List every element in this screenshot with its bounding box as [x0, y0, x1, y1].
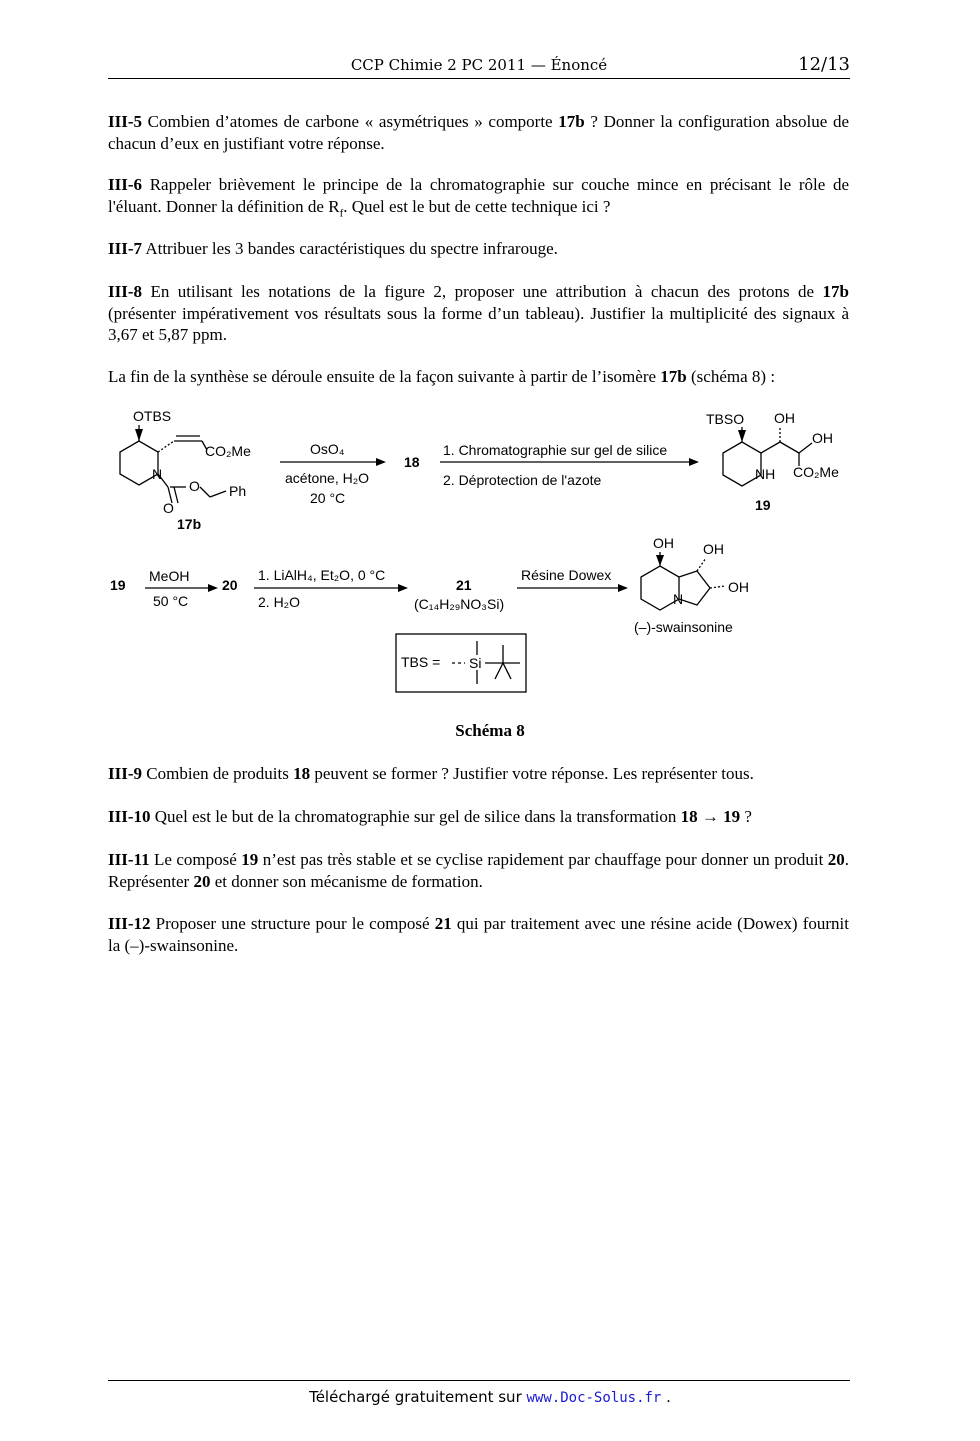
conditions-solvent: acétone, H₂O — [285, 470, 370, 486]
compound-ref: 18 — [293, 764, 311, 783]
label-co2me: CO₂Me — [205, 443, 251, 459]
question-text: peuvent se former ? Justifier votre réponse. Les représenter tous. — [310, 764, 754, 783]
question-text: . Représenter — [108, 850, 849, 891]
footer-link[interactable]: www.Doc-Solus.fr — [526, 1390, 662, 1406]
question-text: qui par traitement avec une résine acide (Dowex) fournit la (–)-swainsonine. — [108, 914, 849, 955]
compound-ref: 17b — [558, 112, 585, 131]
label-oh: OH — [728, 579, 749, 595]
label-tbso: TBSO — [706, 411, 745, 427]
question-III-12 — [108, 913, 849, 956]
label-o: O — [163, 500, 174, 516]
step-chromatography: 1. Chromatographie sur gel de silice — [443, 442, 668, 458]
question-III-11 — [108, 849, 849, 892]
formula-21: (C₁₄H₂₉NO₃Si) — [414, 596, 505, 612]
footer-text: Téléchargé gratuitement sur — [309, 1388, 527, 1406]
subscript: f — [339, 206, 344, 219]
question-number: III-8 — [108, 282, 143, 301]
compound-ref: 17b — [660, 367, 687, 386]
reagent-lialh4: 1. LiAlH₄, Et₂O, 0 °C — [258, 567, 386, 583]
conditions-temp: 20 °C — [310, 490, 346, 506]
step-deprotection: 2. Déprotection de l'azote — [443, 472, 602, 488]
label-si: Si — [469, 655, 482, 671]
question-text: Quel est le but de la chromatographie sur gel de silice dans la transformation — [150, 807, 681, 826]
question-text: Combien de produits — [142, 764, 294, 783]
question-number: III-10 — [108, 807, 151, 826]
compound-ref: 19 — [723, 807, 741, 826]
arrow-symbol: → — [697, 807, 724, 826]
label-n: N — [152, 466, 163, 482]
ring-swainsonine-5 — [679, 571, 710, 605]
question-number: III-9 — [108, 764, 143, 783]
reagent-oso4: OsO₄ — [310, 441, 345, 457]
question-number: III-11 — [108, 850, 150, 869]
reagent-dowex: Résine Dowex — [521, 567, 612, 583]
question-number: III-5 — [108, 112, 143, 131]
compound-ref: 20 — [827, 850, 845, 869]
compound-ref: 20 — [193, 871, 211, 891]
reagent-h2o: 2. H₂O — [258, 594, 300, 610]
compound-20: 20 — [222, 577, 238, 593]
reaction-scheme — [0, 0, 980, 720]
reagent-meoh: MeOH — [149, 568, 190, 584]
compound-ref: 19 — [241, 850, 259, 869]
label-n: N — [673, 591, 684, 607]
label-o: O — [189, 478, 200, 494]
compound-swainsonine: (–)-swainsonine — [634, 619, 733, 635]
compound-19: 19 — [110, 577, 126, 593]
question-text: n’est pas très stable et se cyclise rapidement par chauffage pour donner un produit — [258, 850, 828, 869]
label-oh: OH — [774, 410, 795, 426]
label-ph: Ph — [229, 483, 247, 499]
question-text: . Quel est le but de cette technique ici ? — [343, 196, 611, 216]
scheme-caption: Schéma 8 — [455, 721, 525, 740]
label-oh: OH — [812, 430, 833, 446]
label-co2me: CO₂Me — [793, 464, 839, 480]
question-text: (présenter impérativement vos résultats sous la forme d’un tableau). Justifier la multiplicité des signaux à 3,67 et 5,87 ppm. — [108, 303, 849, 344]
tbs-label: TBS = — [401, 654, 441, 670]
question-number: III-6 — [108, 175, 143, 194]
compound-18: 18 — [404, 454, 420, 470]
label-oh: OH — [653, 535, 674, 551]
question-III-10 — [108, 806, 849, 828]
question-text: Attribuer les 3 bandes caractéristiques du spectre infrarouge. — [142, 239, 558, 258]
compound-17b: 17b — [177, 516, 202, 532]
conditions-temp: 50 °C — [153, 593, 189, 609]
question-text: Rappeler brièvement le principe de la chromatographie sur couche mince en précisant le rôle de l'éluant. Donner la définition de R — [108, 175, 849, 216]
question-text: Combien d’atomes de carbone « asymétriques » comporte — [142, 112, 559, 131]
question-text: En utilisant les notations de la figure 2, proposer une attribution à chacun des protons de — [142, 282, 823, 301]
question-text: Le composé — [149, 850, 242, 869]
compound-21: 21 — [456, 577, 472, 593]
header-title: CCP Chimie 2 PC 2011 — Énoncé — [350, 56, 608, 74]
question-III-9 — [108, 763, 849, 785]
question-number: III-12 — [108, 914, 151, 933]
compound-ref: 21 — [434, 914, 452, 933]
label-otbs: OTBS — [133, 408, 172, 424]
page-number: 12/13 — [798, 54, 850, 75]
intro-text: La fin de la synthèse se déroule ensuite de la façon suivante à partir de l’isomère — [108, 367, 661, 386]
question-text: ? Donner la configuration absolue de chacun d’eux en justifiant votre réponse. — [108, 112, 849, 153]
page-footer — [0, 1388, 980, 1406]
compound-19: 19 — [755, 497, 771, 513]
footer-rule — [108, 1380, 850, 1381]
label-nh: NH — [755, 466, 776, 482]
intro-text: (schéma 8) : — [686, 367, 776, 386]
compound-ref: 17b — [822, 282, 849, 301]
footer-text: . — [661, 1388, 671, 1406]
question-text: ? — [740, 807, 752, 826]
label-oh: OH — [703, 541, 724, 557]
compound-ref: 18 — [680, 807, 698, 826]
question-text: Proposer une structure pour le composé — [150, 914, 435, 933]
question-number: III-7 — [108, 239, 143, 258]
question-text: et donner son mécanisme de formation. — [210, 871, 483, 891]
